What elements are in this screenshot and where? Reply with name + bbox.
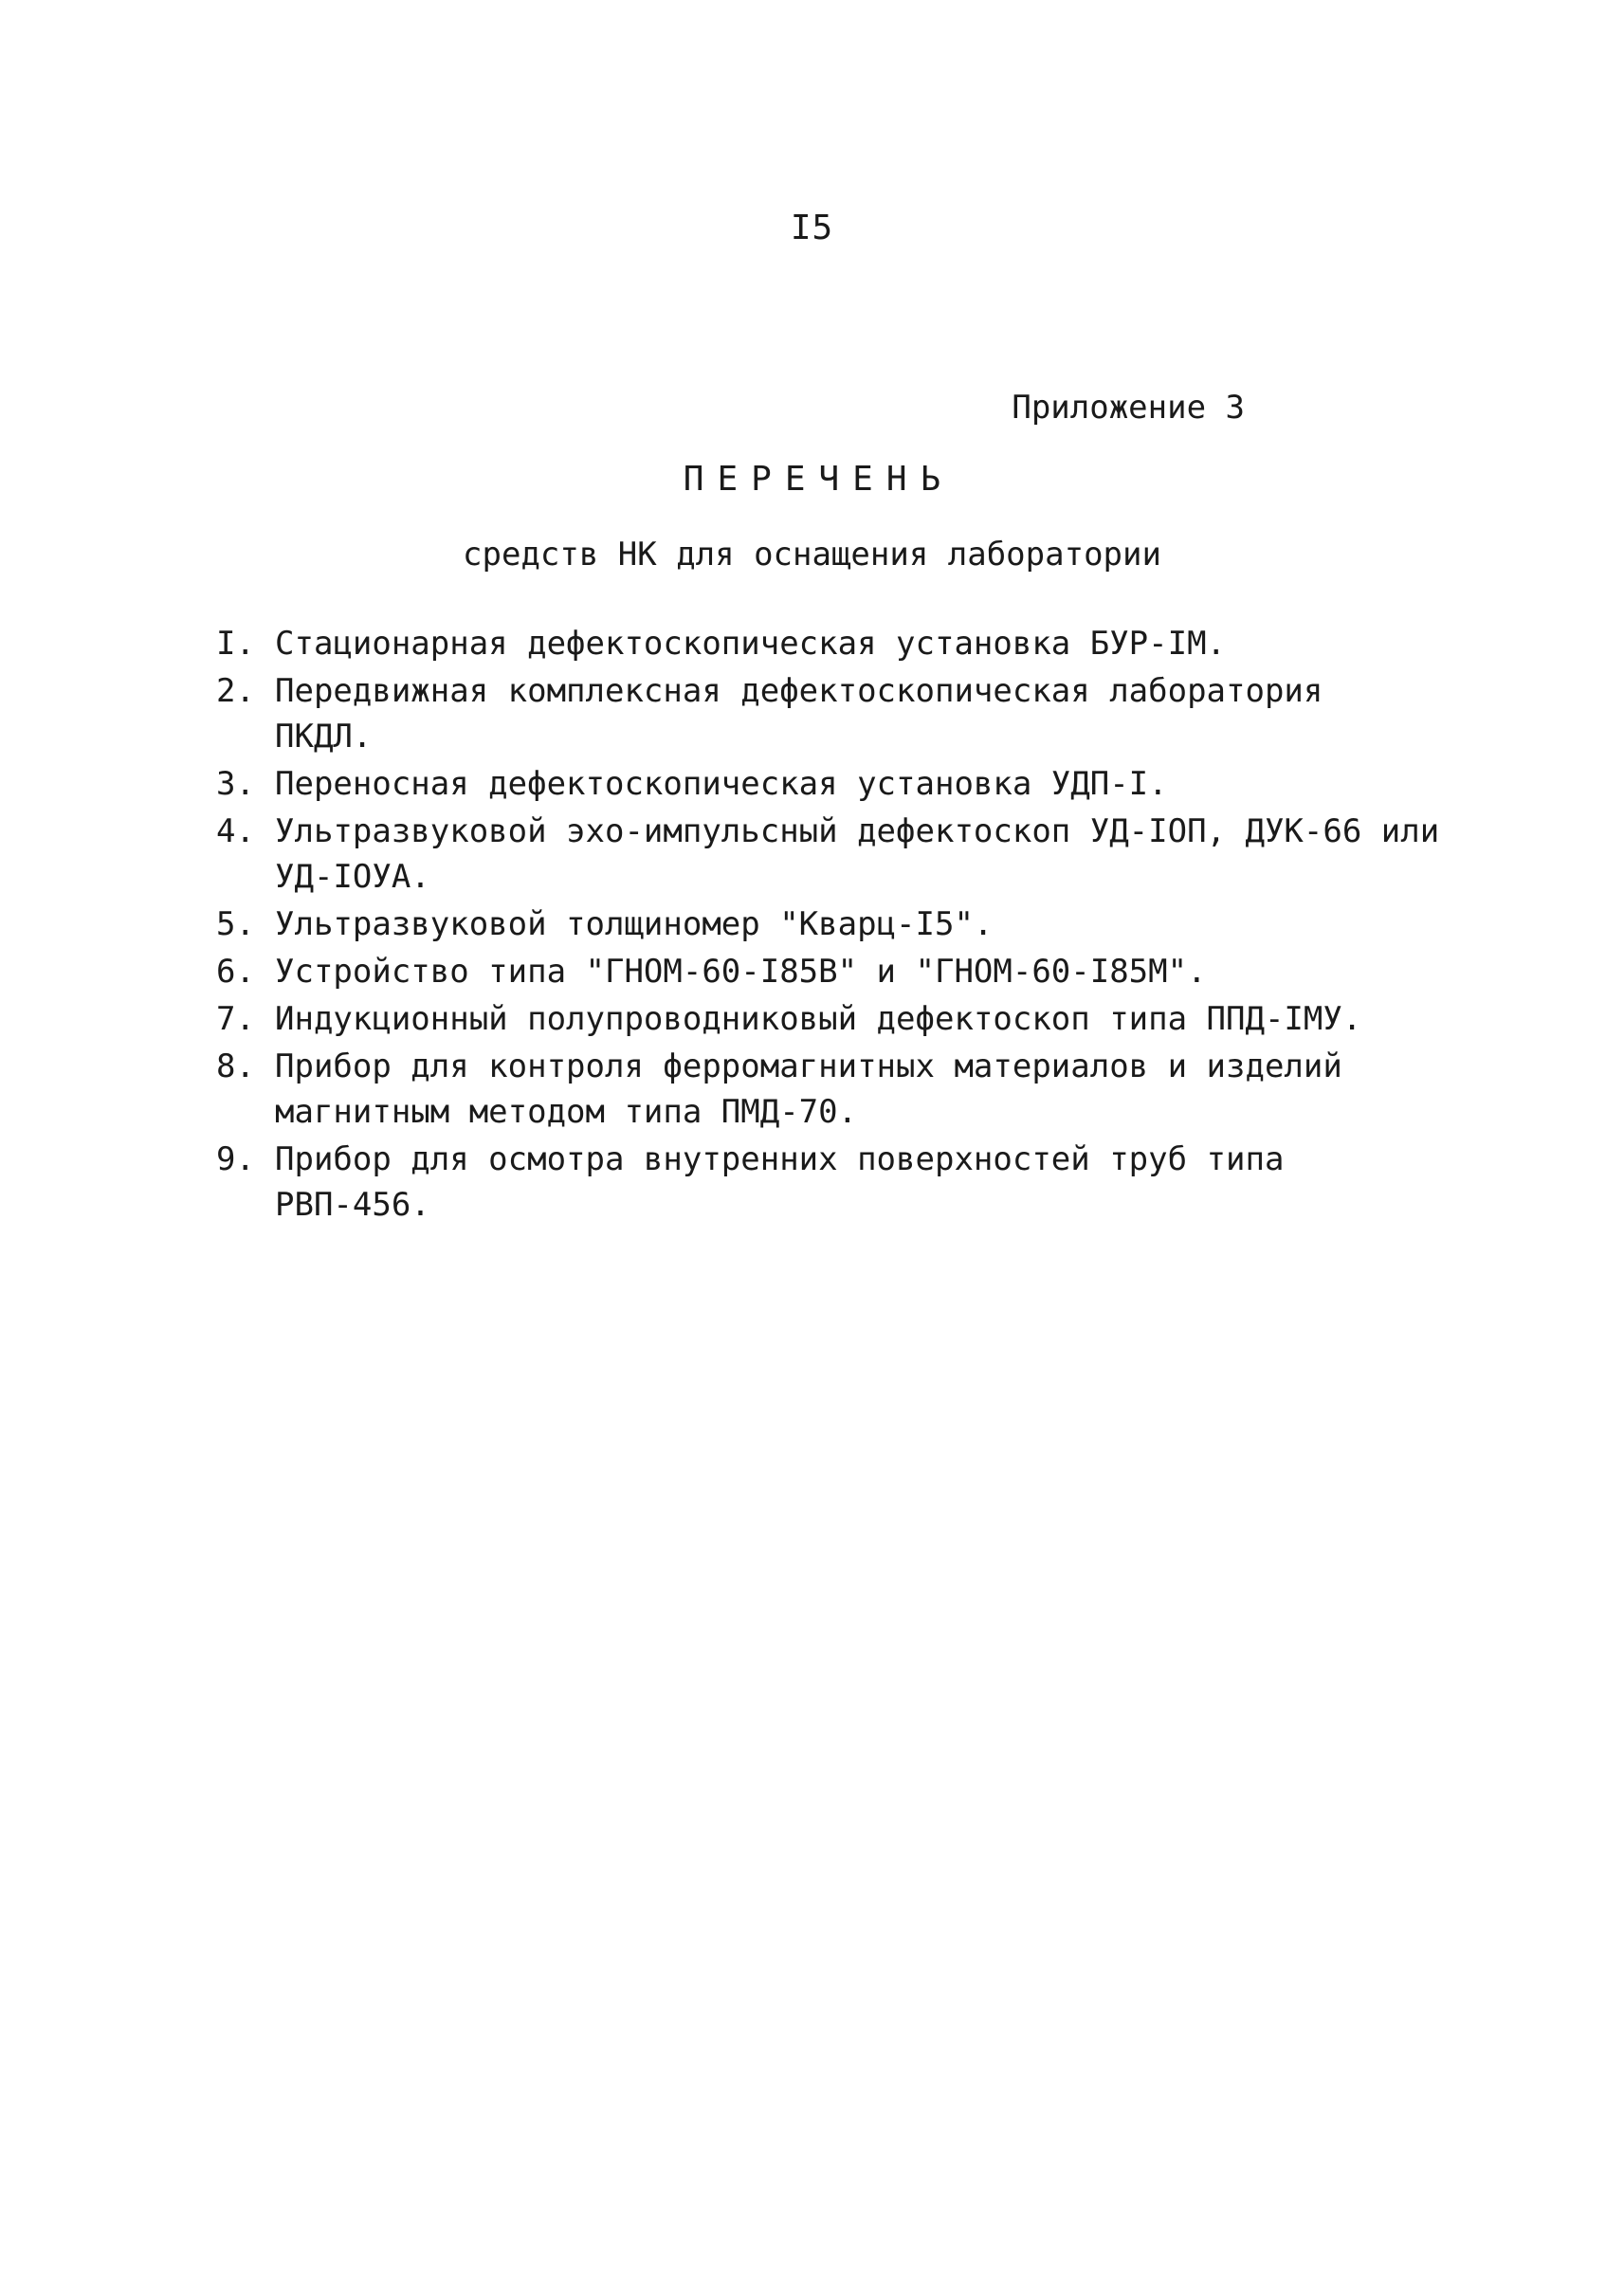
document-subtitle: средств НК для оснащения лаборатории: [463, 536, 1161, 574]
list-item-text: Ультразвуковой толщиномер "Кварц-I5".: [275, 905, 994, 943]
list-item-text: Устройство типа "ГНОМ-60-I85В" и "ГНОМ-60-I85М".: [275, 953, 1207, 991]
list-item-number: 7.: [216, 1000, 255, 1038]
list-item: [216, 761, 1449, 807]
equipment-list: [216, 621, 1449, 1229]
list-item-number: 5.: [216, 905, 255, 943]
list-item-number: 6.: [216, 953, 255, 991]
page-number: I5: [790, 209, 834, 247]
list-item-text: Стационарная дефектоскопическая установка БУР-IМ.: [275, 625, 1227, 663]
list-item-number: 8.: [216, 1047, 255, 1085]
document-title: ПЕРЕЧЕНЬ: [683, 460, 955, 499]
list-item-number: I.: [216, 625, 255, 663]
list-item: [216, 902, 1449, 947]
list-item-number: 3.: [216, 765, 255, 803]
list-item-number: 4.: [216, 812, 255, 850]
list-item-text: Прибор для контроля ферромагнитных материалов и изделий магнитным методом типа ПМД-70.: [275, 1047, 1342, 1131]
list-item-number: 9.: [216, 1140, 255, 1178]
list-item: [216, 1044, 1449, 1135]
list-item-number: 2.: [216, 672, 255, 710]
list-item: [216, 621, 1449, 666]
list-item: [216, 949, 1449, 994]
list-item-text: Ультразвуковой эхо-импульсный дефектоскоп УД-IОП, ДУК-66 или УД-IОУА.: [275, 812, 1440, 896]
list-item: [216, 809, 1449, 900]
list-item-text: Переносная дефектоскопическая установка УДП-I.: [275, 765, 1168, 803]
list-item: [216, 996, 1449, 1042]
list-item-text: Прибор для осмотра внутренних поверхностей труб типа РВП-456.: [275, 1140, 1285, 1224]
list-item-text: Индукционный полупроводниковый дефектоскоп типа ППД-IМУ.: [275, 1000, 1362, 1038]
appendix-label: Приложение 3: [1012, 389, 1245, 427]
list-item: [216, 1137, 1449, 1228]
list-item: [216, 668, 1449, 759]
list-item-text: Передвижная комплексная дефектоскопическая лаборатория ПКДЛ.: [275, 672, 1323, 756]
